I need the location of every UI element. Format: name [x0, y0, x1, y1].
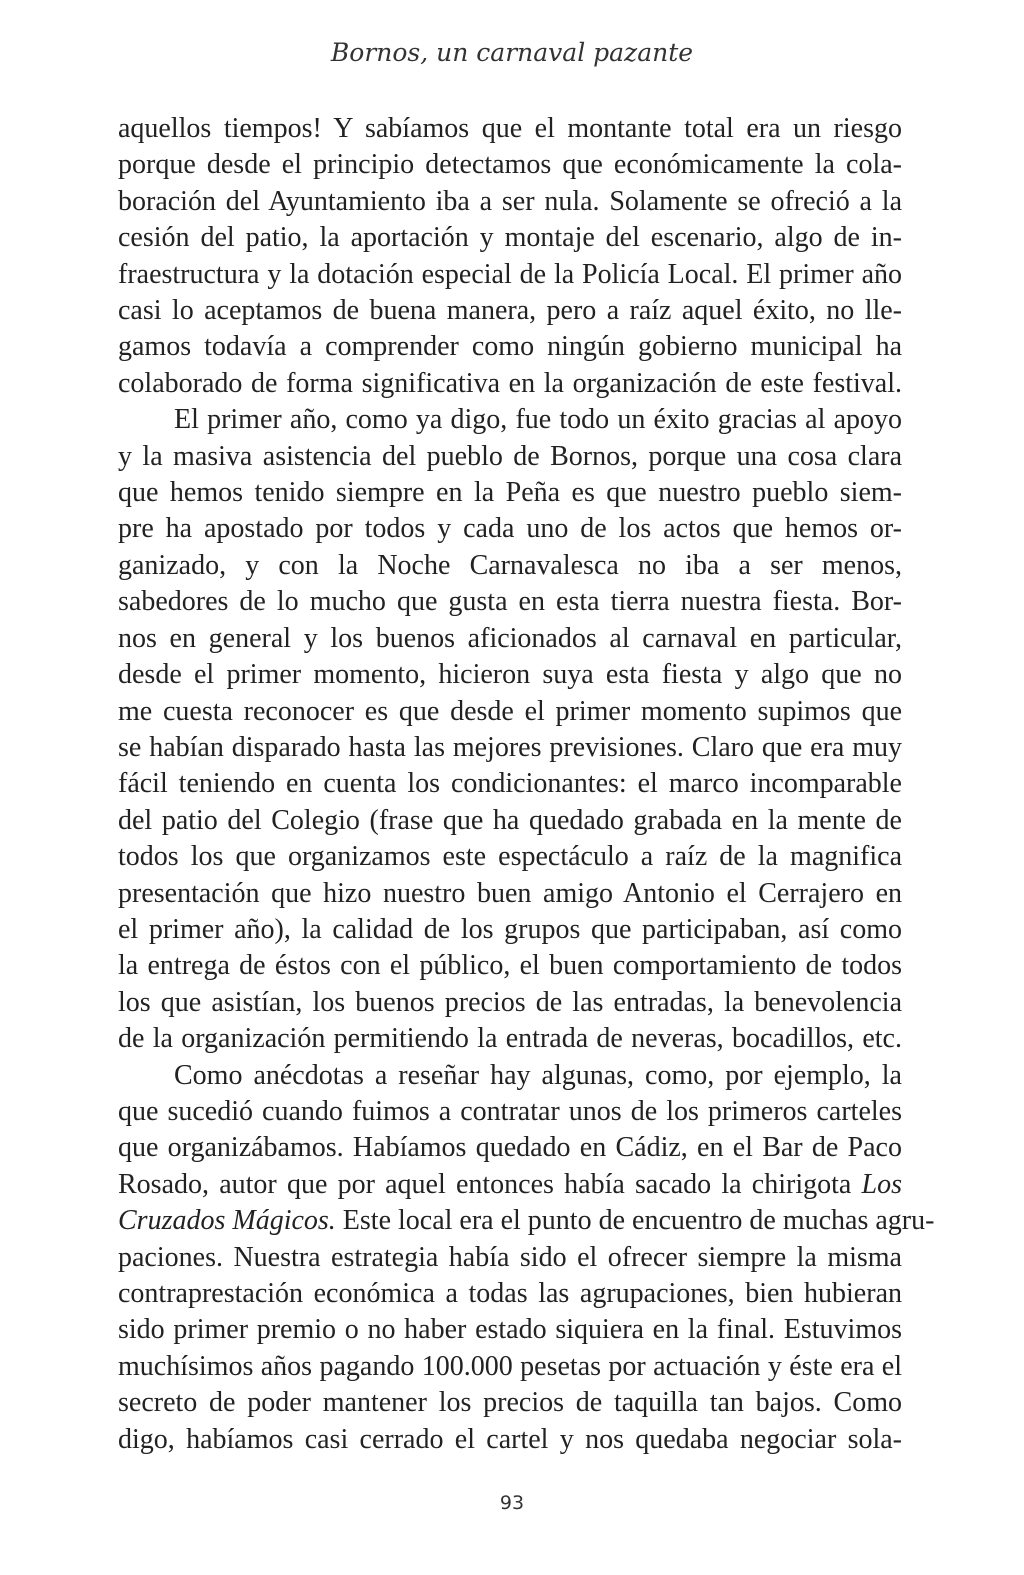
page-number: 93 — [499, 1492, 525, 1514]
text-line: secreto de poder mantener los precios de taquilla tan bajos. Como — [118, 1387, 902, 1419]
text-line: boración del Ayuntamiento iba a ser nula. Solamente se ofreció a la — [118, 185, 902, 217]
italic-title: Los — [861, 1168, 902, 1200]
italic-title: Cruzados Mágicos. — [118, 1205, 336, 1237]
text-line: que organizábamos. Habíamos quedado en Cádiz, en el Bar de Paco — [118, 1132, 902, 1164]
text-line: la entrega de éstos con el público, el buen comportamiento de todos — [118, 950, 902, 982]
text-line: colaborado de forma significativa en la organización de este festival. — [118, 367, 902, 399]
text-line: nos en general y los buenos aficionados al carnaval en particular, — [118, 622, 902, 654]
text-line: aquellos tiempos! Y sabíamos que el montante total era un riesgo — [118, 113, 902, 144]
text-line: del patio del Colegio (frase que ha quedado grabada en la mente de — [118, 804, 902, 836]
text-line: Como anécdotas a reseñar hay algunas, como, por ejemplo, la — [174, 1059, 902, 1091]
text-line — [118, 1203, 935, 1239]
text-line: presentación que hizo nuestro buen amigo Antonio el Cerrajero en — [118, 877, 902, 909]
text-line: muchísimos años pagando 100.000 pesetas por actuación y éste era el — [118, 1350, 902, 1382]
text-line: paciones. Nuestra estrategia había sido el ofrecer siempre la misma — [118, 1241, 902, 1273]
text-line: todos los que organizamos este espectáculo a raíz de la magnifica — [118, 841, 902, 873]
text-run: Rosado, autor que por aquel entonces había sacado la chirigota — [118, 1168, 862, 1200]
text-line: me cuesta reconocer es que desde el primer momento supimos que — [118, 695, 902, 727]
text-line: digo, habíamos casi cerrado el cartel y nos quedaba negociar sola- — [118, 1423, 902, 1455]
text-line: y la masiva asistencia del pueblo de Bornos, porque una cosa clara — [118, 440, 902, 472]
text-run: Este local era el punto de encuentro de muchas agru- — [335, 1205, 935, 1237]
paragraph-3 — [118, 1058, 935, 1458]
text-line: El primer año, como ya digo, fue todo un éxito gracias al apoyo — [174, 404, 902, 436]
text-line: que hemos tenido siempre en la Peña es que nuestro pueblo siem- — [118, 477, 902, 509]
text-line: el primer año), la calidad de los grupos que participaban, así como — [118, 913, 902, 945]
text-line: los que asistían, los buenos precios de las entradas, la benevolencia — [118, 986, 902, 1018]
text-line: gamos todavía a comprender como ningún gobierno municipal ha — [118, 331, 902, 363]
running-head: Bornos, un carnaval pazante — [330, 38, 694, 67]
text-line — [118, 1167, 902, 1203]
text-line: porque desde el principio detectamos que económicamente la cola- — [118, 149, 902, 181]
paragraph-1 — [118, 111, 902, 402]
text-line: que sucedió cuando fuimos a contratar unos de los primeros carteles — [118, 1095, 902, 1127]
text-line: contraprestación económica a todas las agrupaciones, bien hubieran — [118, 1278, 902, 1309]
text-line: ganizado, y con la Noche Carnavalesca no iba a ser menos, — [118, 549, 902, 581]
text-line: desde el primer momento, hicieron suya esta fiesta y algo que no — [118, 659, 902, 691]
paragraph-2 — [118, 402, 902, 1057]
text-line: fraestructura y la dotación especial de la Policía Local. El primer año — [118, 258, 902, 290]
body-text — [118, 111, 935, 1458]
text-line: se habían disparado hasta las mejores previsiones. Claro que era muy — [118, 731, 902, 763]
text-line: fácil teniendo en cuenta los condicionantes: el marco incomparable — [118, 768, 902, 800]
text-line: cesión del patio, la aportación y montaje del escenario, algo de in- — [118, 222, 902, 254]
text-line: de la organización permitiendo la entrada de neveras, bocadillos, etc. — [118, 1023, 902, 1055]
text-line: pre ha apostado por todos y cada uno de los actos que hemos or- — [118, 513, 902, 545]
text-line: sabedores de lo mucho que gusta en esta tierra nuestra fiesta. Bor- — [118, 586, 902, 618]
text-line: sido primer premio o no haber estado siquiera en la final. Estuvimos — [118, 1314, 902, 1346]
text-line: casi lo aceptamos de buena manera, pero a raíz aquel éxito, no lle- — [118, 295, 902, 327]
